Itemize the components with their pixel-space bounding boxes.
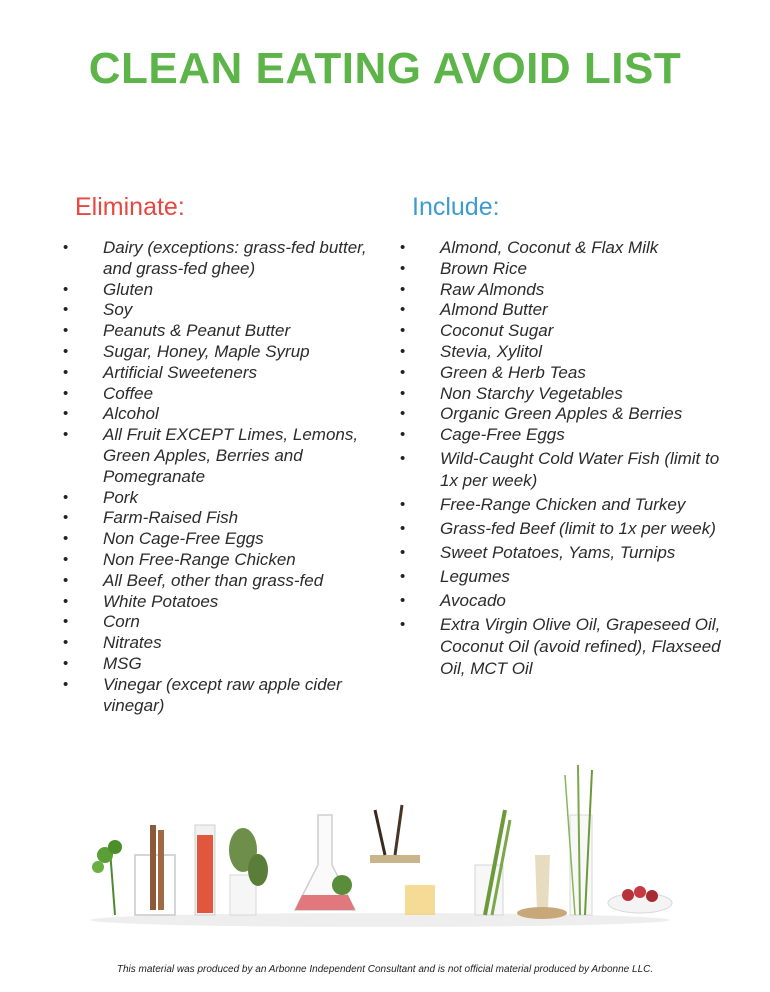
- plant-vase-icon: [229, 828, 268, 915]
- eliminate-list: [75, 238, 375, 716]
- list-item: • All Beef, other than grass-fed: [75, 571, 375, 592]
- flask-icon: [295, 815, 355, 910]
- list-item: • Wild-Caught Cold Water Fish (limit to 1x per week): [412, 448, 732, 492]
- list-item: • Raw Almonds: [412, 280, 732, 301]
- list-item: • Dairy (exceptions: grass-fed butter, and grass-fed ghee): [75, 238, 375, 280]
- list-item: • Peanuts & Peanut Butter: [75, 321, 375, 342]
- list-item: • Legumes: [412, 566, 732, 588]
- eliminate-heading: Eliminate:: [75, 193, 185, 221]
- dill-icon: [565, 765, 592, 915]
- list-item: • MSG: [75, 654, 375, 675]
- red-drink-icon: [195, 825, 215, 915]
- vanilla-tray-icon: [370, 805, 435, 915]
- list-item: • Pork: [75, 488, 375, 509]
- list-item: • Green & Herb Teas: [412, 363, 732, 384]
- food-illustration: [80, 755, 680, 930]
- list-item: • All Fruit EXCEPT Limes, Lemons, Green Apples, Berries and Pomegranate: [75, 425, 375, 487]
- list-item: • Sugar, Honey, Maple Syrup: [75, 342, 375, 363]
- list-item: • Avocado: [412, 590, 732, 612]
- list-item: • Corn: [75, 612, 375, 633]
- list-item: • Free-Range Chicken and Turkey: [412, 494, 732, 516]
- berries-bowl-icon: [608, 886, 672, 913]
- list-item: • Grass-fed Beef (limit to 1x per week): [412, 518, 732, 540]
- list-item: • Almond, Coconut & Flax Milk: [412, 238, 732, 259]
- list-item: • Artificial Sweeteners: [75, 363, 375, 384]
- list-item: • Almond Butter: [412, 300, 732, 321]
- list-item: • White Potatoes: [75, 592, 375, 613]
- page-title: CLEAN EATING AVOID LIST: [88, 44, 682, 93]
- herb-sprig-icon: [92, 840, 122, 915]
- list-item: • Non Cage-Free Eggs: [75, 529, 375, 550]
- list-item: • Coconut Sugar: [412, 321, 732, 342]
- list-item: • Stevia, Xylitol: [412, 342, 732, 363]
- list-item: • Coffee: [75, 384, 375, 405]
- list-item: • Nitrates: [75, 633, 375, 654]
- list-item: • Soy: [75, 300, 375, 321]
- list-item: • Gluten: [75, 280, 375, 301]
- list-item: • Cage-Free Eggs: [412, 425, 732, 446]
- list-item: • Non Free-Range Chicken: [75, 550, 375, 571]
- list-item: • Vinegar (except raw apple cider vinegar): [75, 675, 375, 717]
- include-column: [412, 193, 732, 680]
- list-item: • Organic Green Apples & Berries: [412, 404, 732, 425]
- list-item: • Sweet Potatoes, Yams, Turnips: [412, 542, 732, 564]
- eliminate-column: [75, 193, 375, 716]
- asparagus-icon: [475, 810, 510, 915]
- parsnip-icon: [517, 855, 567, 919]
- list-item: • Extra Virgin Olive Oil, Grapeseed Oil, Coconut Oil (avoid refined), Flaxseed Oil, MCT Oil: [412, 614, 732, 680]
- include-list: [412, 238, 732, 680]
- list-item: • Brown Rice: [412, 259, 732, 280]
- list-item: • Non Starchy Vegetables: [412, 384, 732, 405]
- glass-jar-icon: [135, 825, 175, 915]
- list-item: • Farm-Raised Fish: [75, 508, 375, 529]
- disclaimer-footer: This material was produced by an Arbonne Independent Consultant and is not official material produced by Arbonne LLC.: [116, 964, 654, 975]
- list-item: • Alcohol: [75, 404, 375, 425]
- include-heading: Include:: [412, 193, 500, 221]
